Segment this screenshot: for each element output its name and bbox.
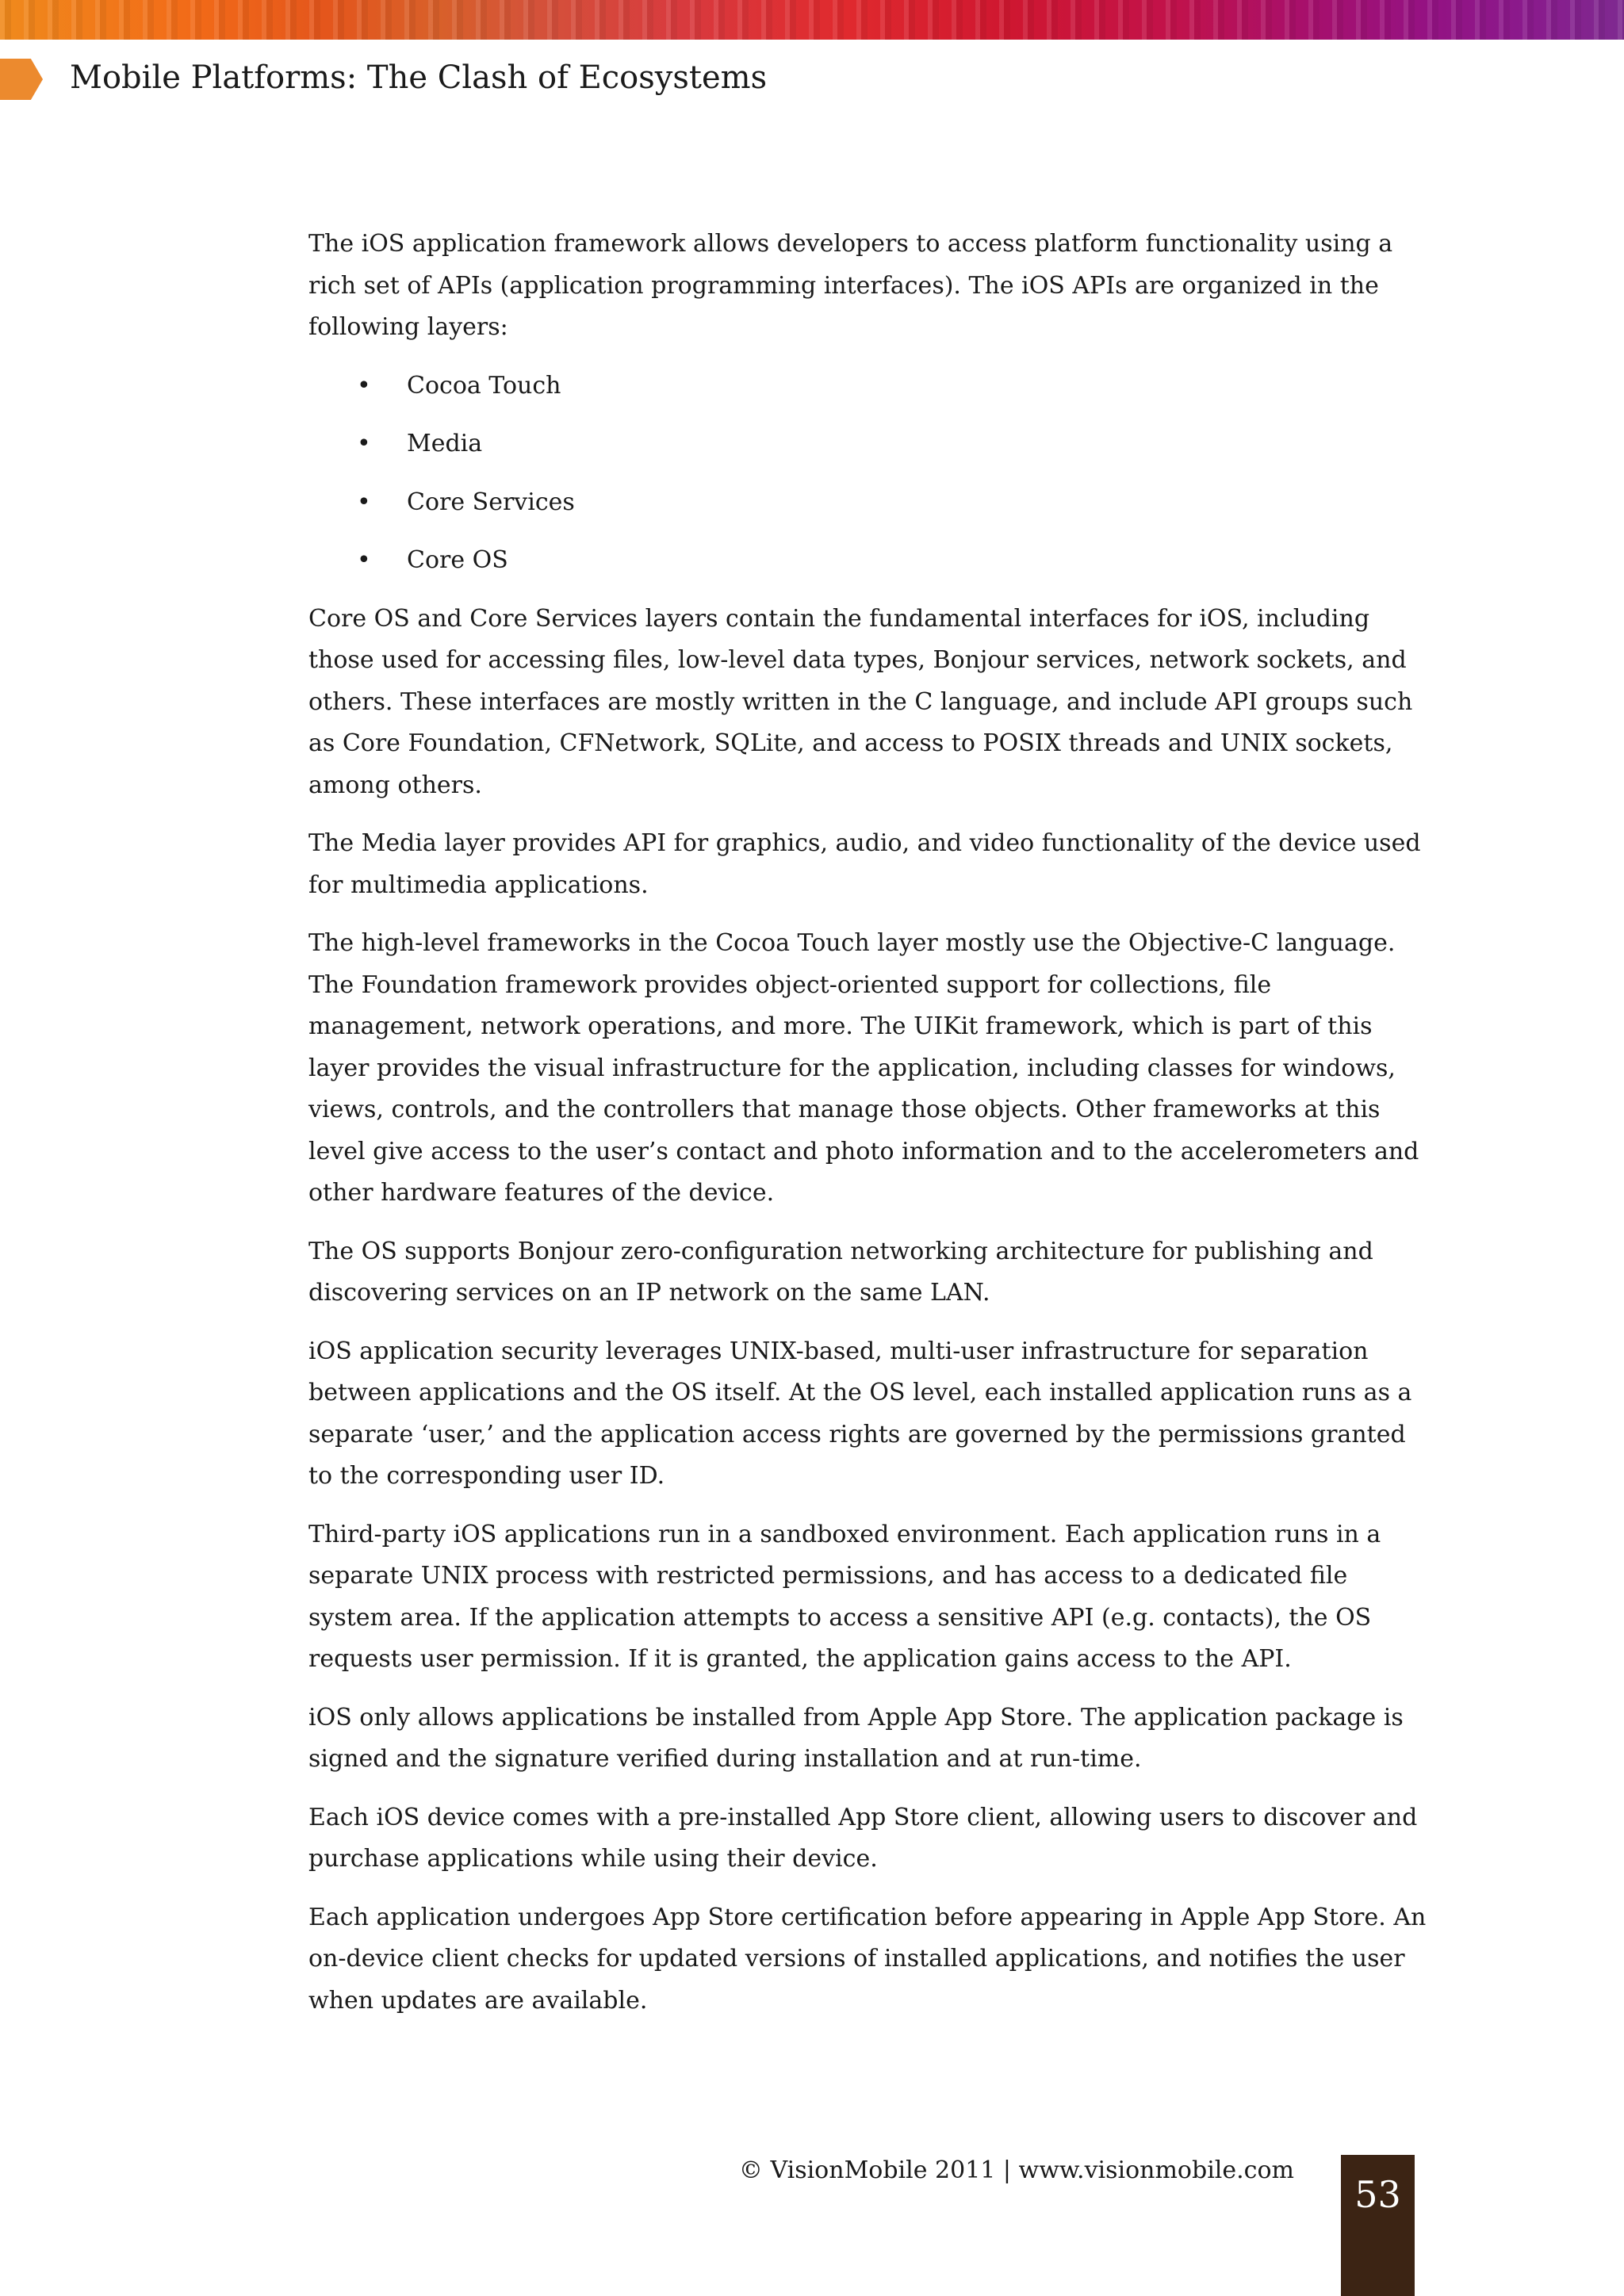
footer-copyright: © VisionMobile 2011 | www.visionmobile.com (738, 2156, 1294, 2184)
paragraph-media-layer: The Media layer provides API for graphics, audio, and video functionality of the device used for multimedia applications. (308, 829, 1421, 899)
layer-item-core-os: • Core OS (308, 540, 1434, 582)
layer-item-cocoa-touch: • Cocoa Touch (308, 365, 1434, 408)
paragraph-certification: Each application undergoes App Store certification before appearing in Apple App Store. An on-device client checks for updated versions of installed applications, and notifies the user when updates are available. (308, 1903, 1427, 2015)
intro-paragraph: The iOS application framework allows developers to access platform functionality using a rich set of APIs (application programming interfaces). The iOS APIs are organized in the following layers: (308, 230, 1393, 341)
paragraph-bonjour: The OS supports Bonjour zero-configuration networking architecture for publishing and discovering services on an IP network on the same LAN. (308, 1237, 1373, 1307)
paragraph-app-store: iOS only allows applications be installed from Apple App Store. The application package is signed and the signature verified during installation and at run-time. (308, 1703, 1404, 1773)
layer-list (308, 365, 1434, 582)
page-number-box (1341, 2155, 1415, 2296)
header-color-band (0, 0, 1624, 40)
running-title: Mobile Platforms: The Clash of Ecosystems (70, 59, 768, 96)
layer-item-media: • Media (308, 423, 1434, 465)
paragraph-core-layers: Core OS and Core Services layers contain the fundamental interfaces for iOS, including those used for accessing files, low-level data types, Bonjour services, network sockets, and others. These interfaces are mostly written in the C language, and include API groups such as Core Foundation, CFNetwork, SQLite, and access to POSIX threads and UNIX sockets, among others. (308, 604, 1413, 799)
paragraph-sandbox: Third-party iOS applications run in a sandboxed environment. Each application runs in a separate UNIX process with restricted permissions, and has access to a dedicated file system area. If the application attempts to access a sensitive API (e.g. contacts), the OS requests user permission. If it is granted, the application gains access to the API. (308, 1520, 1381, 1673)
paragraph-security: iOS application security leverages UNIX-based, multi-user infrastructure for separation between applications and the OS itself. At the OS level, each installed application runs as a separate ‘user,’ and the application access rights are governed by the permissions granted to the corresponding user ID. (308, 1337, 1412, 1490)
body-text (308, 224, 1434, 2038)
paragraph-cocoa-touch: The high-level frameworks in the Cocoa Touch layer mostly use the Objective-C language. The Foundation framework provides object-oriented support for collections, file management, network operations, and more. The UIKit framework, which is part of this layer provides the visual infrastructure for the application, including classes for windows, views, controls, and the controllers that manage those objects. Other frameworks at this level give access to the user’s contact and photo information and to the accelerometers and other hardware features of the device. (308, 929, 1419, 1207)
paragraph-store-client: Each iOS device comes with a pre-installed App Store client, allowing users to discover and purchase applications while using their device. (308, 1803, 1418, 1873)
header-arrow-icon (0, 59, 43, 100)
page-number: 53 (1354, 2173, 1401, 2216)
layer-item-core-services: • Core Services (308, 482, 1434, 524)
